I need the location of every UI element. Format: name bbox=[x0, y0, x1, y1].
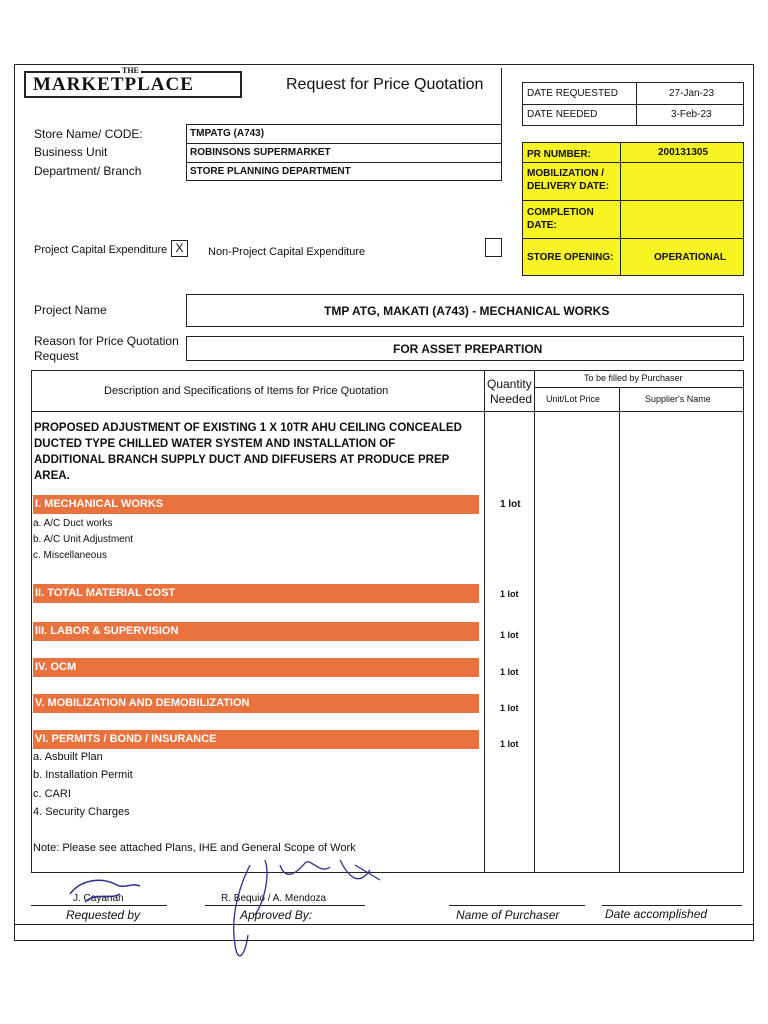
unit-label: Business Unit bbox=[34, 145, 108, 159]
section-labor-supervision: III. LABOR & SUPERVISION bbox=[33, 622, 479, 641]
section-6-qty: 1 lot bbox=[500, 739, 519, 749]
requested-label: Requested by bbox=[66, 908, 141, 922]
section-2-qty: 1 lot bbox=[500, 589, 519, 599]
section-mobilization: V. MOBILIZATION AND DEMOBILIZATION bbox=[33, 694, 479, 713]
unit-price-header: Unit/Lot Price bbox=[546, 394, 601, 404]
checkbox-mark: X bbox=[175, 241, 184, 255]
date-requested-label: DATE REQUESTED bbox=[527, 88, 618, 99]
qty-header-2: Needed bbox=[490, 392, 533, 406]
date-needed-label: DATE NEEDED bbox=[527, 109, 598, 120]
section-6-item-b: b. Installation Permit bbox=[33, 769, 133, 781]
pr-divider-3 bbox=[522, 238, 744, 239]
signature-line-date bbox=[602, 905, 742, 906]
purchaser-header-divider bbox=[534, 387, 744, 388]
section-5-qty: 1 lot bbox=[500, 703, 519, 713]
store-opening-value: OPERATIONAL bbox=[654, 252, 727, 263]
unit-value: ROBINSONS SUPERMARKET bbox=[190, 147, 331, 158]
pr-divider-1 bbox=[522, 162, 744, 163]
store-label: Store Name/ CODE: bbox=[34, 127, 143, 141]
section-1-item-a: a. A/C Duct works bbox=[33, 518, 113, 529]
dept-label: Department/ Branch bbox=[34, 164, 142, 178]
desc-header: Description and Specifications of Items for Price Quotation bbox=[104, 385, 389, 397]
description-line-4: AREA. bbox=[34, 470, 70, 482]
approved-signature bbox=[210, 845, 390, 975]
description-line-1: PROPOSED ADJUSTMENT OF EXISTING 1 X 10TR AHU CEILING CONCEALED bbox=[34, 422, 462, 434]
approved-label: Approved By: bbox=[240, 908, 313, 922]
reason-label-2: Request bbox=[34, 349, 79, 363]
completion-label-2: DATE: bbox=[527, 220, 557, 231]
qty-header-1: Quantity bbox=[487, 377, 532, 391]
store-value: TMPATG (A743) bbox=[190, 128, 265, 139]
signature-line-purchaser bbox=[449, 905, 585, 906]
description-line-3: ADDITIONAL BRANCH SUPPLY DUCT AND DIFFUSERS AT PRODUCE PREP bbox=[34, 454, 450, 466]
purchaser-header: To be filled by Purchaser bbox=[584, 373, 683, 383]
price-supplier-divider bbox=[619, 387, 620, 873]
dates-col-divider bbox=[636, 82, 637, 126]
section-total-material-cost: II. TOTAL MATERIAL COST bbox=[33, 584, 479, 603]
project-name-label: Project Name bbox=[34, 303, 107, 317]
section-4-qty: 1 lot bbox=[500, 667, 519, 677]
section-1-item-b: b. A/C Unit Adjustment bbox=[33, 534, 134, 545]
footer-divider bbox=[14, 924, 754, 925]
purchaser-label: Name of Purchaser bbox=[456, 908, 560, 922]
date-requested-value: 27-Jan-23 bbox=[669, 88, 715, 99]
logo-small-text: THE bbox=[122, 66, 139, 75]
pr-divider-2 bbox=[522, 200, 744, 201]
store-info-divider-1 bbox=[186, 143, 502, 144]
section-6-item-d: 4. Security Charges bbox=[33, 806, 130, 818]
section-mechanical-works: I. MECHANICAL WORKS bbox=[33, 495, 479, 514]
section-1-qty: 1 lot bbox=[500, 499, 521, 510]
dept-value: STORE PLANNING DEPARTMENT bbox=[190, 166, 351, 177]
requested-name: J. Cayanan bbox=[73, 893, 124, 904]
section-6-item-a: a. Asbuilt Plan bbox=[33, 751, 103, 763]
scope-note: Note: Please see attached Plans, IHE and General Scope of Work bbox=[33, 842, 356, 854]
requested-signature bbox=[60, 872, 150, 912]
dates-divider bbox=[522, 104, 744, 105]
description-line-2: DUCTED TYPE CHILLED WATER SYSTEM AND INSTALLATION OF bbox=[34, 438, 396, 450]
approved-name: R. Bequio / A. Mendoza bbox=[221, 893, 327, 904]
store-opening-label: STORE OPENING: bbox=[527, 252, 614, 263]
pr-number-label: PR NUMBER: bbox=[527, 149, 591, 160]
supplier-header: Supplier's Name bbox=[645, 394, 711, 404]
table-header-divider bbox=[31, 411, 744, 412]
reason-label-1: Reason for Price Quotation bbox=[34, 334, 179, 348]
section-3-qty: 1 lot bbox=[500, 630, 519, 640]
section-ocm: IV. OCM bbox=[33, 658, 479, 677]
pr-number-value: 200131305 bbox=[658, 147, 709, 158]
form-title: Request for Price Quotation bbox=[286, 76, 484, 93]
section-6-item-c: c. CARI bbox=[33, 788, 71, 800]
qty-price-divider bbox=[534, 370, 535, 873]
desc-qty-divider bbox=[484, 370, 485, 873]
mobilization-label-1: MOBILIZATION / bbox=[527, 168, 605, 179]
completion-label-1: COMPLETION bbox=[527, 207, 594, 218]
title-divider bbox=[501, 68, 502, 128]
nonproject-capex-label: Non-Project Capital Expenditure bbox=[208, 246, 366, 258]
nonproject-capex-checkbox[interactable] bbox=[485, 238, 502, 257]
logo-main-text: MARKETPLACE bbox=[33, 74, 194, 95]
date-accomplished-label: Date accomplished bbox=[605, 907, 708, 921]
date-needed-value: 3-Feb-23 bbox=[671, 109, 712, 120]
project-name-value: TMP ATG, MAKATI (A743) - MECHANICAL WORKS bbox=[324, 304, 610, 318]
reason-value: FOR ASSET PREPARTION bbox=[393, 342, 543, 356]
mobilization-label-2: DELIVERY DATE: bbox=[527, 181, 610, 192]
project-capex-checkbox[interactable] bbox=[171, 240, 188, 257]
section-permits: VI. PERMITS / BOND / INSURANCE bbox=[33, 730, 479, 749]
store-info-divider-2 bbox=[186, 162, 502, 163]
project-capex-label: Project Capital Expenditure bbox=[34, 244, 168, 256]
section-1-item-c: c. Miscellaneous bbox=[33, 550, 107, 561]
